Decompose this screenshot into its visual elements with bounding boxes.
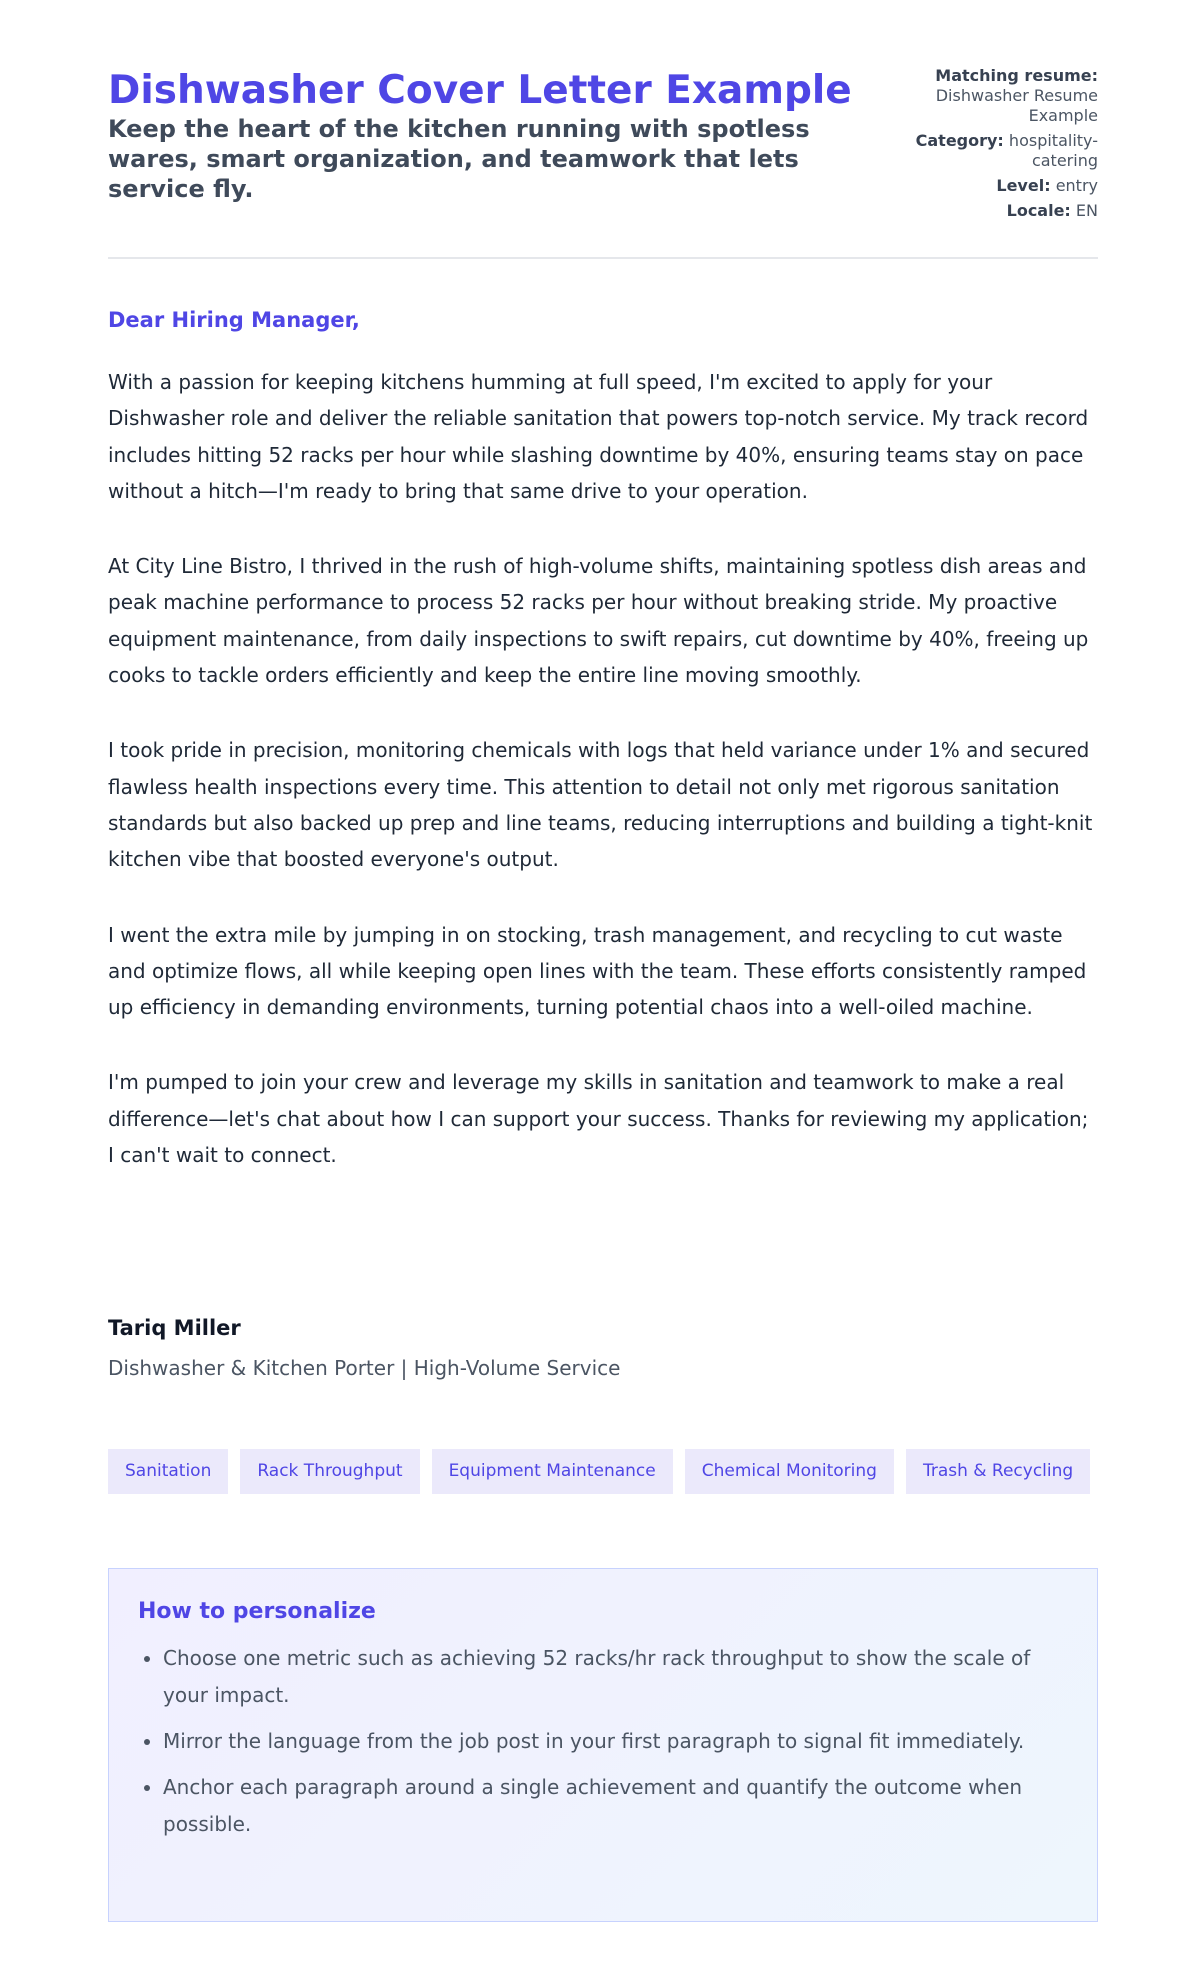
matching-resume xyxy=(898,66,1098,126)
locale-value: EN xyxy=(1075,201,1098,220)
skill-tags xyxy=(108,1449,1090,1494)
matching-resume-label: Matching resume: xyxy=(935,66,1098,85)
category-label: Category: xyxy=(915,131,1004,150)
category xyxy=(898,131,1098,171)
divider xyxy=(108,257,1098,259)
letter-body xyxy=(108,364,1098,1212)
signer-role: Dishwasher & Kitchen Porter | High-Volume Service xyxy=(108,1356,621,1380)
meta-info xyxy=(898,66,1098,226)
page-title: Dishwasher Cover Letter Example xyxy=(108,68,852,113)
paragraph: I went the extra mile by jumping in on stocking, trash management, and recycling to cut waste and optimize flows, all while keeping open lines with the team. These efforts consistently ramped up efficiency in demanding environments, turning potential chaos into a well-oiled machine. xyxy=(108,922,1087,1020)
paragraph: I'm pumped to join your crew and leverage my skills in sanitation and teamwork to make a real difference—let's chat about how I can support your success. Thanks for reviewing my application; I can't wait to connect. xyxy=(108,1070,1089,1168)
greeting: Dear Hiring Manager, xyxy=(108,308,360,332)
page-header xyxy=(108,66,1098,226)
tag: Sanitation xyxy=(108,1449,228,1494)
signer-name: Tariq Miller xyxy=(108,1316,241,1340)
paragraph: At City Line Bistro, I thrived in the rush of high-volume shifts, maintaining spotless dish areas and peak machine performance to process 52 racks per hour without breaking stride. My proactive equipment maintenance, from daily inspections to swift repairs, cut downtime by 40%, freeing up cooks to tackle orders efficiently and keep the entire line moving smoothly. xyxy=(108,554,1089,688)
tag: Chemical Monitoring xyxy=(685,1449,894,1494)
paragraph: With a passion for keeping kitchens humming at full speed, I'm excited to apply for your Dishwasher role and deliver the reliable sanitation that powers top-notch service. My track record includes hitting 52 racks per hour while slashing downtime by 40%, ensuring teams stay on pace without a hitch—I'm ready to bring that same drive to your operation. xyxy=(108,370,1089,503)
category-value: hospitality-catering xyxy=(1008,131,1098,170)
tag: Trash & Recycling xyxy=(906,1449,1090,1494)
level xyxy=(898,176,1098,196)
level-value: entry xyxy=(1055,176,1098,195)
signature xyxy=(108,1316,620,1380)
tip-item: • Choose one metric such as achieving 52 racks/hr rack throughput to show the scale of your impact. xyxy=(163,1640,1068,1714)
tip-item: • Mirror the language from the job post in your first paragraph to signal fit immediately. xyxy=(163,1723,1068,1760)
page-subtitle: Keep the heart of the kitchen running with spotless wares, smart organization, and teamwork that lets service fly. xyxy=(108,115,810,203)
locale xyxy=(898,201,1098,221)
paragraph: I took pride in precision, monitoring chemicals with logs that held variance under 1% and secured flawless health inspections every time. This attention to detail not only met rigorous sanitation standards but also backed up prep and line teams, reducing interruptions and building a tight-knit kitchen vibe that boosted everyone's output. xyxy=(108,738,1093,872)
matching-resume-link[interactable]: Dishwasher Resume Example xyxy=(935,86,1098,125)
personalize-tips xyxy=(108,1568,1098,1922)
locale-label: Locale: xyxy=(1006,201,1071,220)
level-label: Level: xyxy=(996,176,1051,195)
tips-title: How to personalize xyxy=(138,1599,376,1624)
tag: Equipment Maintenance xyxy=(432,1449,673,1494)
tip-item: • Anchor each paragraph around a single achievement and quantify the outcome when possible. xyxy=(163,1769,1068,1843)
tag: Rack Throughput xyxy=(240,1449,419,1494)
